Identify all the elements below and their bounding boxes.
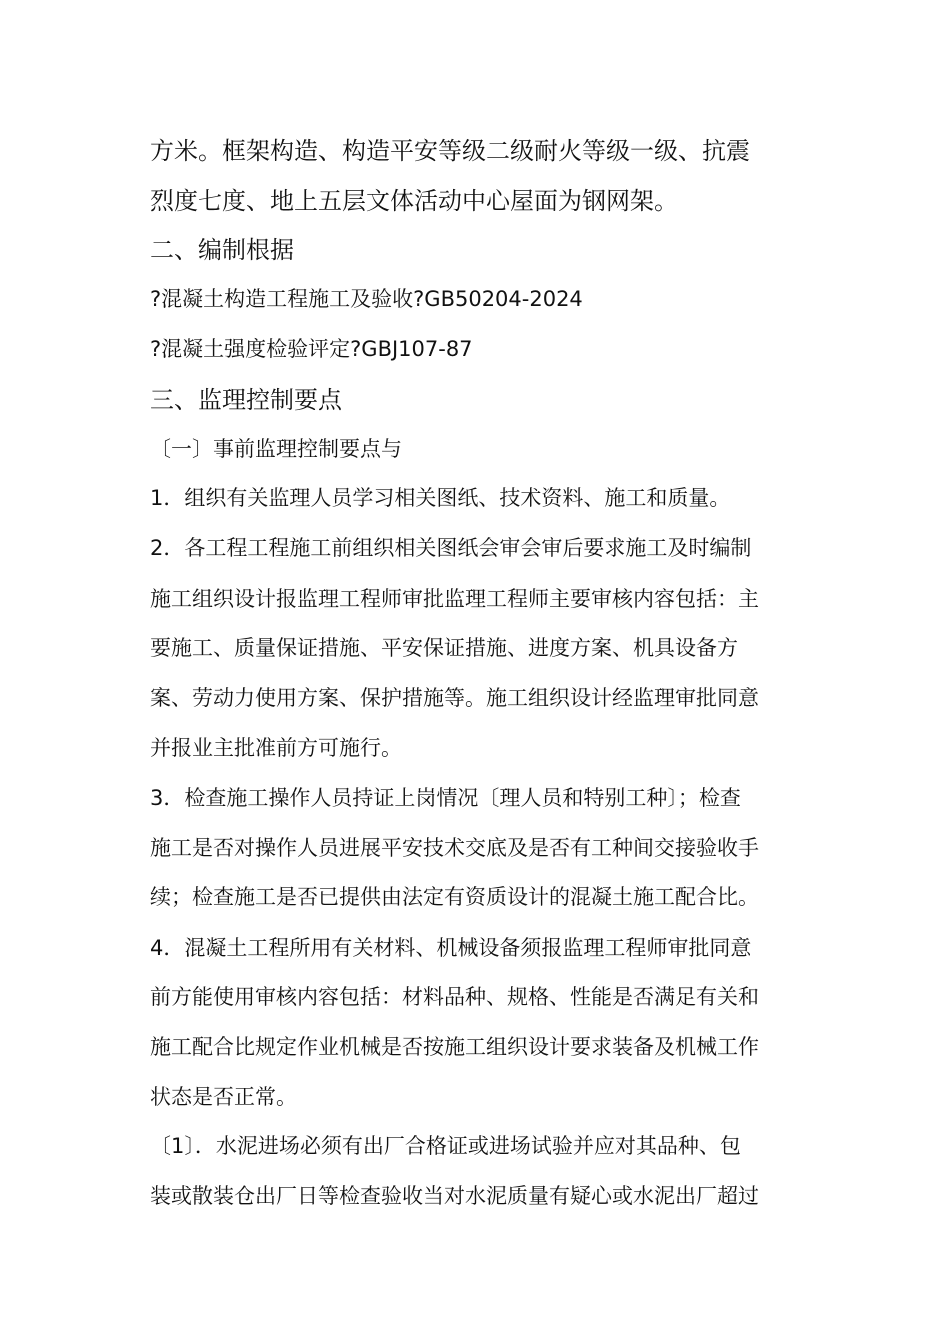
reference-standard-1: ?混凝土构造工程施工及验收?GB50204-2024 <box>150 287 583 311</box>
reference-standard-2: ?混凝土强度检验评定?GBJ107-87 <box>150 337 473 361</box>
item-2-line-2: 施工组织设计报监理工程师审批监理工程师主要审核内容包括：主 <box>150 587 759 611</box>
section-heading-control-points: 三、监理控制要点 <box>150 386 342 414</box>
item-1: 1．组织有关监理人员学习相关图纸、技术资料、施工和质量。 <box>150 486 731 510</box>
section-heading-basis: 二、编制根据 <box>150 236 294 264</box>
item-2-line-1: 2．各工程工程施工前组织相关图纸会审会审后要求施工及时编制 <box>150 536 752 560</box>
item-4-line-2: 前方能使用审核内容包括：材料品种、规格、性能是否满足有关和 <box>150 985 759 1009</box>
body-line-1: 方米。框架构造、构造平安等级二级耐火等级一级、抗震 <box>150 137 750 165</box>
item-2-line-5: 并报业主批准前方可施行。 <box>150 736 402 760</box>
body-line-2: 烈度七度、地上五层文体活动中心屋面为钢网架。 <box>150 187 678 215</box>
item-4-line-1: 4．混凝土工程所用有关材料、机械设备须报监理工程师审批同意 <box>150 936 752 960</box>
subsection-heading-pre-control: 〔一〕事前监理控制要点与 <box>150 437 402 461</box>
sub-item-1-line-1: 〔1〕．水泥进场必须有出厂合格证或进场试验并应对其品种、包 <box>150 1134 741 1158</box>
item-4-line-3: 施工配合比规定作业机械是否按施工组织设计要求装备及机械工作 <box>150 1035 759 1059</box>
item-2-line-3: 要施工、质量保证措施、平安保证措施、进度方案、机具设备方 <box>150 636 738 660</box>
item-3-line-1: 3．检查施工操作人员持证上岗情况〔理人员和特别工种〕；检查 <box>150 786 741 810</box>
item-4-line-4: 状态是否正常。 <box>150 1085 297 1109</box>
sub-item-1-line-2: 装或散装仓出厂日等检查验收当对水泥质量有疑心或水泥出厂超过 <box>150 1184 759 1208</box>
item-3-line-2: 施工是否对操作人员进展平安技术交底及是否有工种间交接验收手 <box>150 836 759 860</box>
item-2-line-4: 案、劳动力使用方案、保护措施等。施工组织设计经监理审批同意 <box>150 686 759 710</box>
item-3-line-3: 续；检查施工是否已提供由法定有资质设计的混凝土施工配合比。 <box>150 885 759 909</box>
